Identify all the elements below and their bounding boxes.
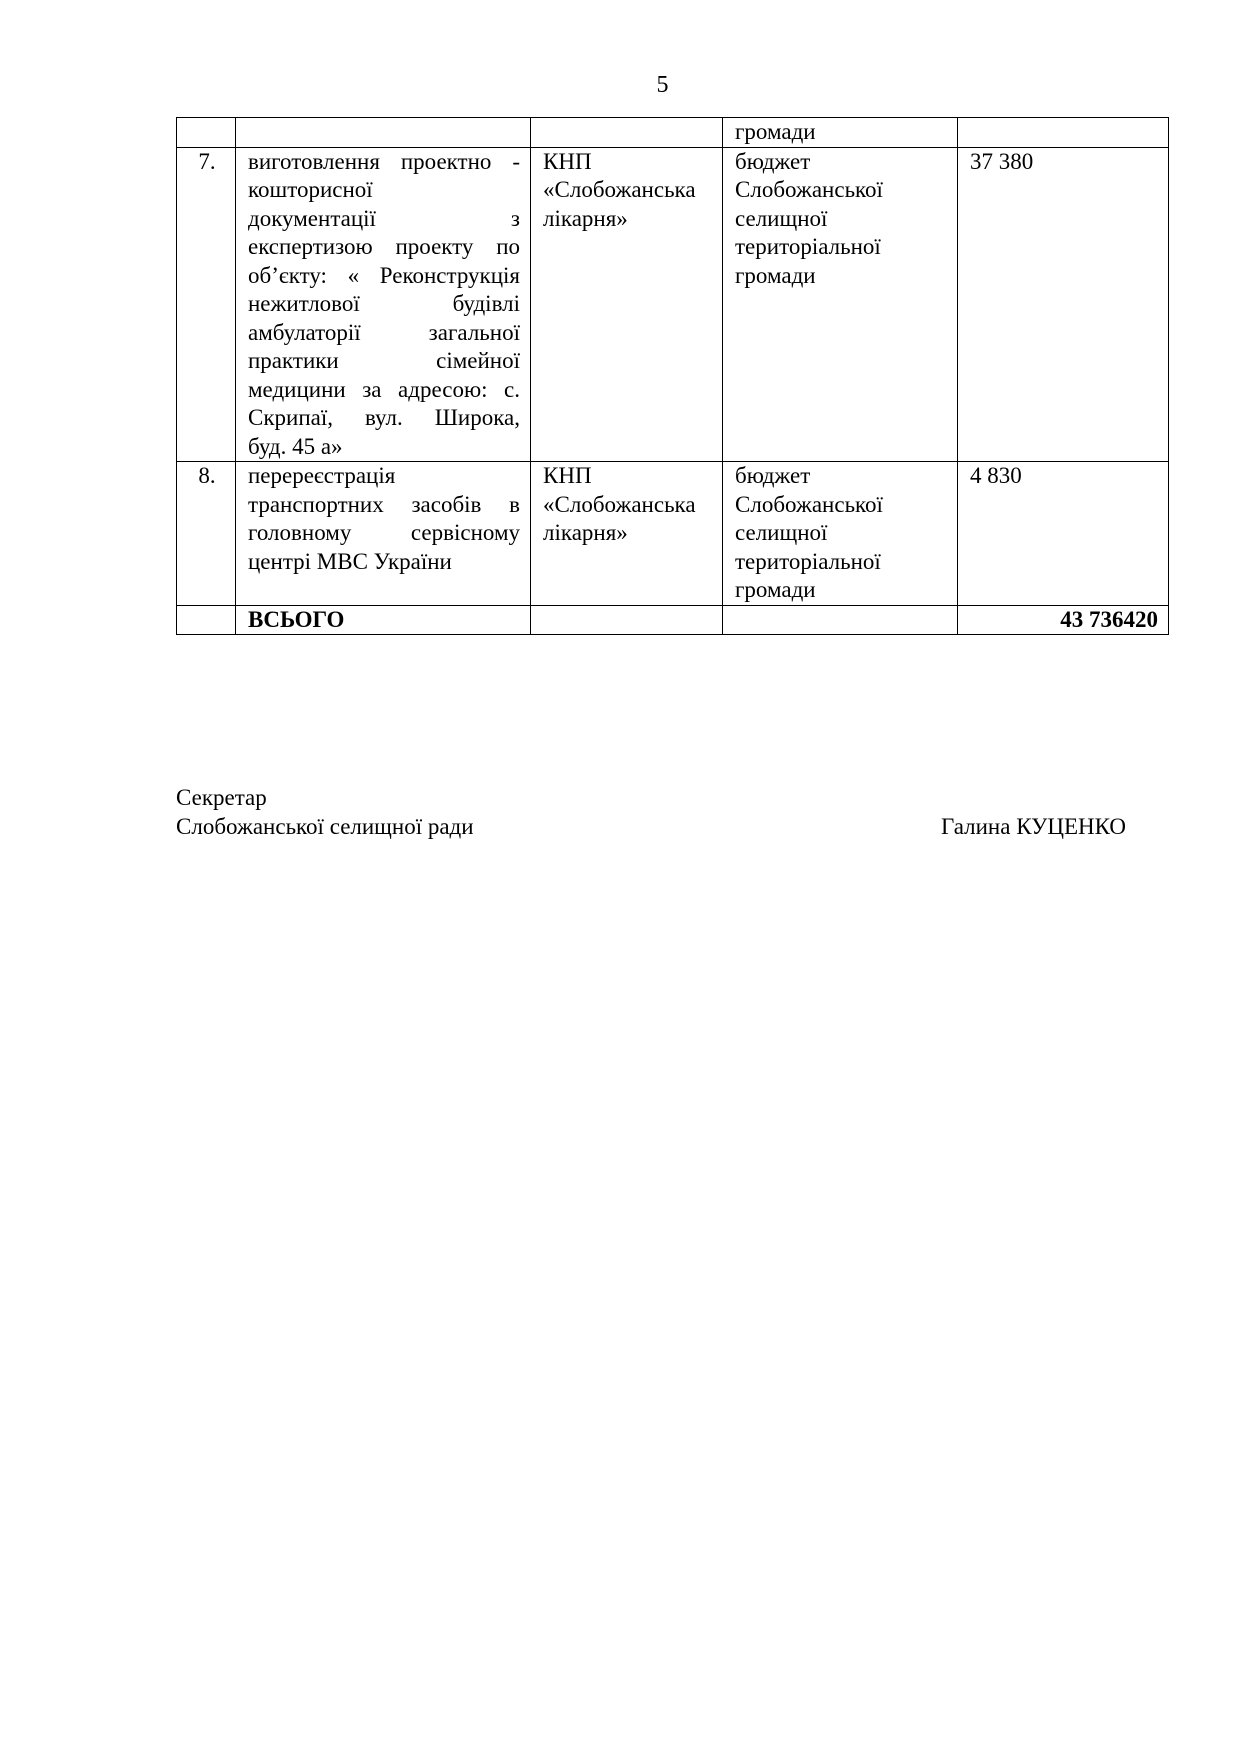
total-row [177,605,1169,635]
total-amount: 43 736420 [958,605,1169,635]
table-row [177,462,1169,606]
row-executor [531,462,723,606]
description-line: медицини за адресою: с. [248,376,520,402]
description-line: амбулаторії загальної [248,319,520,345]
source-line: громади [735,577,816,602]
signature-name: Галина КУЦЕНКО [941,814,1126,839]
source-line: селищної [735,520,828,545]
description-line: транспортних засобів в [248,491,520,517]
executor-line: лікарня» [543,520,628,545]
source-line: громади [735,119,816,144]
row-description [236,462,531,606]
page-number: 5 [656,72,669,98]
executor-line: КНП [543,463,592,488]
description-line: об’єкту: « Реконструкція [248,262,520,288]
total-executor-cell [531,605,723,635]
row-executor [531,147,723,462]
row-funding-source [723,462,958,606]
description-line: Скрипаї, вул. Широка, [248,405,520,430]
source-line: Слобожанської [735,491,883,517]
description-line: центрі МВС України [248,548,452,574]
description-line: перереєстрація [248,463,396,488]
row-funding-source [723,118,958,148]
executor-line: КНП [543,148,592,174]
description-line: виготовлення проектно - [248,148,520,174]
description-line: кошторисної [248,177,373,202]
row-executor [531,118,723,148]
description-line: головному сервісному [248,520,520,545]
source-line: бюджет [735,463,811,488]
source-line: громади [735,262,816,288]
description-line: нежитлової будівлі [248,291,520,316]
signature-block [176,783,1126,841]
row-funding-source [723,147,958,462]
signature-position: Секретар [176,785,267,810]
row-amount [958,118,1169,148]
table-row [177,118,1169,148]
total-num-cell [177,605,236,635]
source-line: бюджет [735,148,811,174]
source-line: територіальної [735,234,881,259]
signature-organization: Слобожанської селищної ради [176,814,474,839]
source-line: селищної [735,205,828,231]
row-number: 8. [177,462,236,606]
executor-line: «Слобожанська [543,491,696,517]
row-amount: 4 830 [958,462,1169,606]
row-number [177,118,236,148]
executor-line: лікарня» [543,205,628,231]
total-label: ВСЬОГО [236,605,531,635]
description-line: документації з [248,205,520,231]
description-line: практики сімейної [248,348,520,373]
row-description [236,118,531,148]
source-line: територіальної [735,548,881,574]
source-line: Слобожанської [735,177,883,202]
row-description [236,147,531,462]
executor-line: «Слобожанська [543,177,696,202]
description-line: експертизою проекту по [248,234,520,259]
budget-table [176,117,1169,635]
description-line: буд. 45 а» [248,433,343,459]
table-row [177,147,1169,462]
total-source-cell [723,605,958,635]
row-amount: 37 380 [958,147,1169,462]
row-number: 7. [177,147,236,462]
